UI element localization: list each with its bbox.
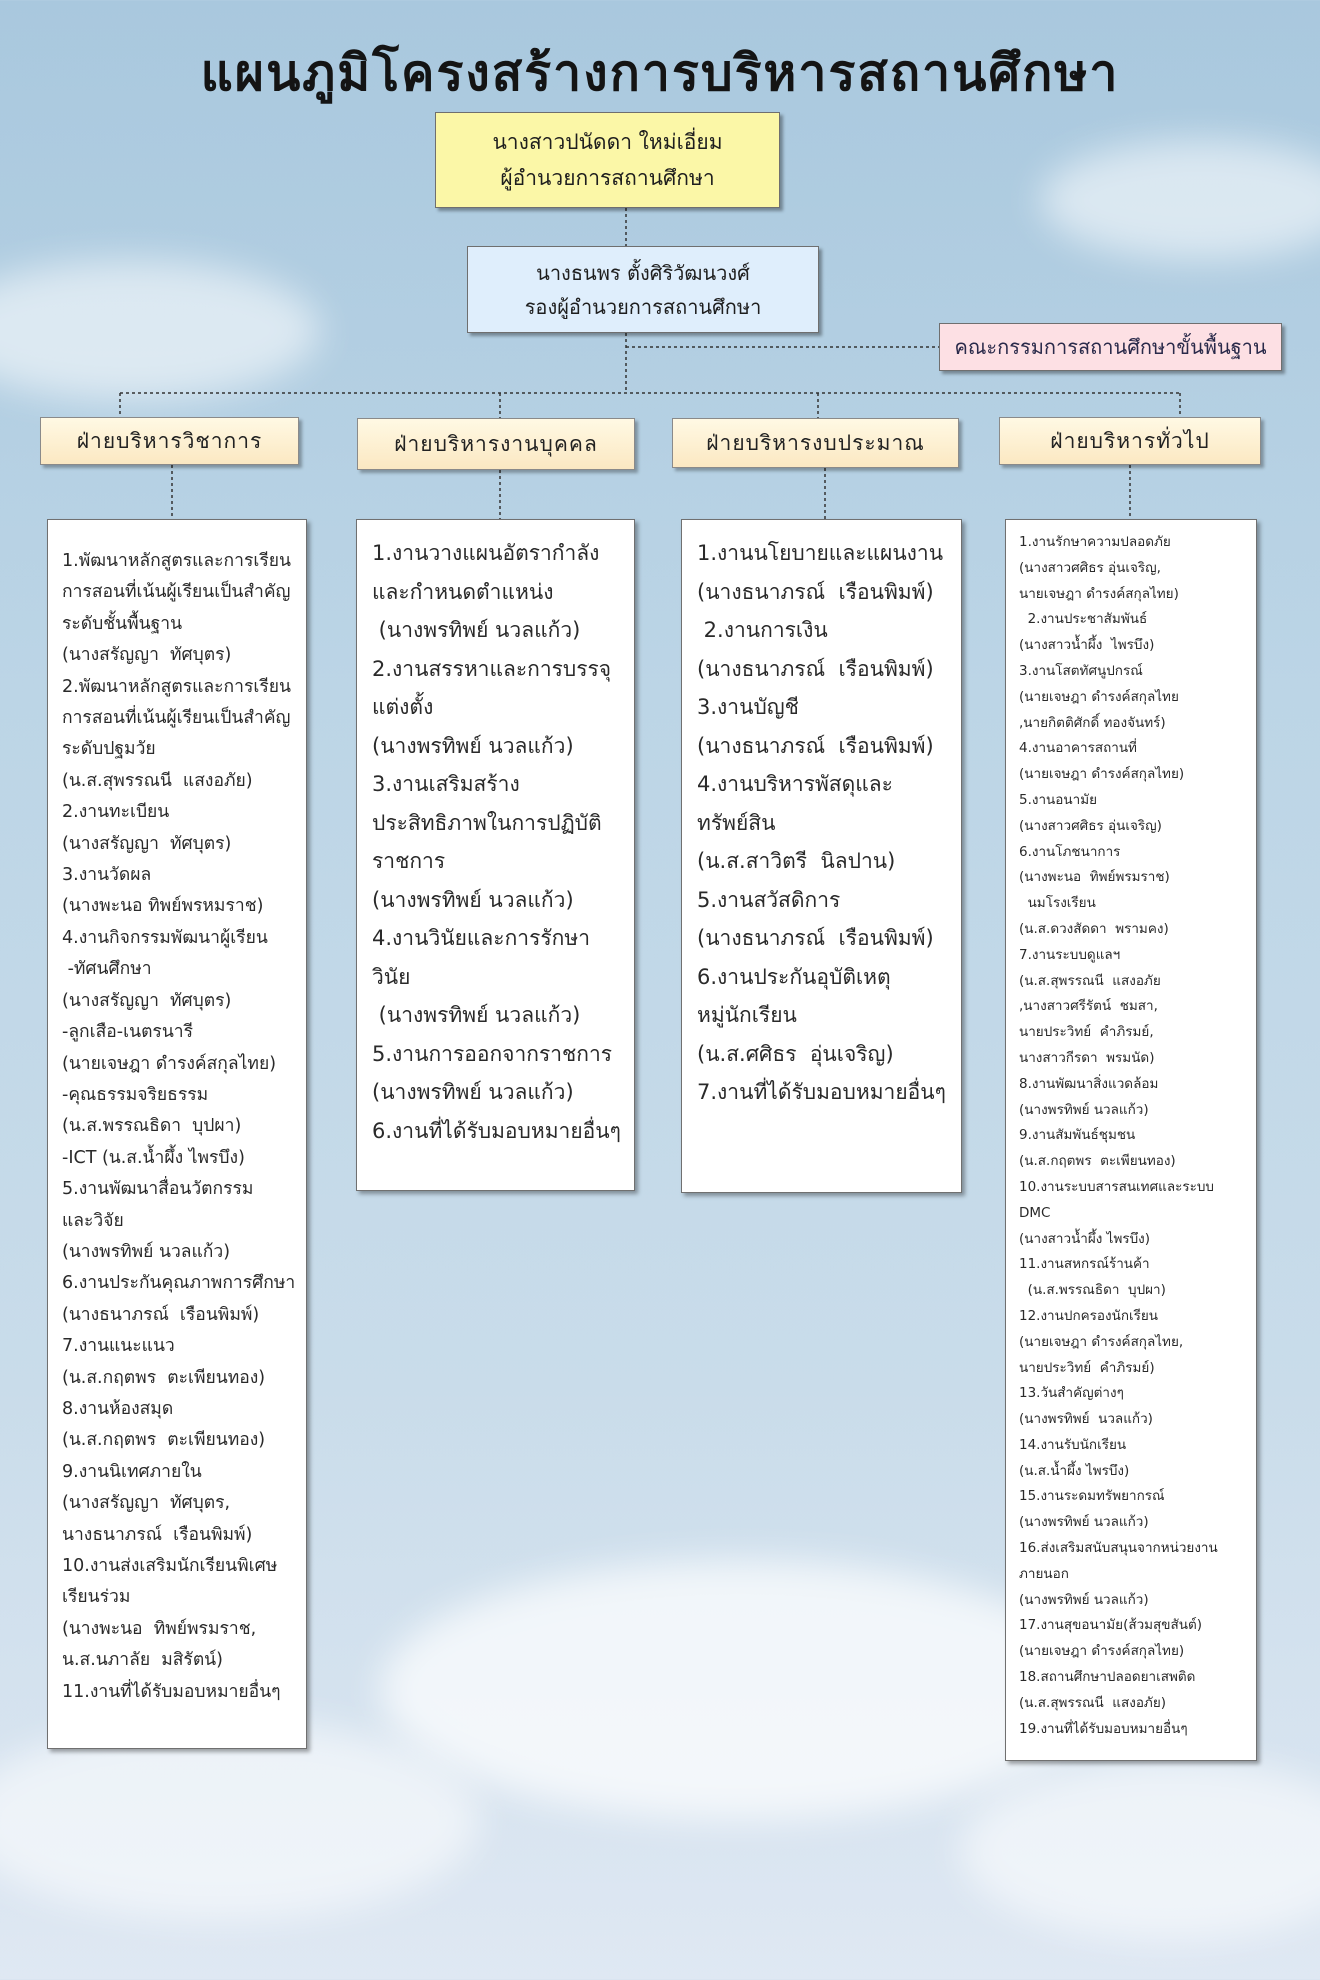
task-line: (นางพรทิพย์ นวลแก้ว) [372,1003,581,1027]
task-line: นายประวิทย์ คำภิรมย์, [1019,1024,1154,1041]
task-line: (นางสาวน้ำผึ้ง ไพรบึง) [1019,1230,1151,1247]
task-line: 5.งานสวัสดิการ [697,887,841,912]
task-line: -ทัศนศึกษา [62,959,152,980]
task-line: (นายเจษฎา ดำรงค์สกุลไทย) [62,1053,277,1074]
task-line: (นางพะนอ ทิพย์พรมราช) [1019,869,1170,886]
task-line: -ICT (น.ส.น้ำผึ้ง ไพรบึง) [62,1147,245,1168]
task-line: 7.งานแนะแนว [62,1336,175,1357]
task-line: ระดับชั้นพื้นฐาน [62,613,183,634]
task-line: (นางพรทิพย์ นวลแก้ว) [372,887,574,912]
task-line: เรียนร่วม [62,1587,131,1608]
task-line: 1.งานวางแผนอัตรากำลัง [372,541,600,565]
task-line: 7.งานระบบดูแลฯ [1019,946,1121,963]
task-line: 1.พัฒนาหลักสูตรและการเรียน [62,551,291,571]
task-line: (นางสาวศศิธร อุ่นเจริญ, [1019,559,1161,576]
task-line: นางสาวกีรดา พรมนัด) [1019,1049,1155,1066]
task-line: 7.งานที่ได้รับมอบหมายอื่นๆ [697,1080,946,1104]
task-line: 11.งานสหกรณ์ร้านค้า [1019,1256,1150,1273]
task-line: 6.งานที่ได้รับมอบหมายอื่นๆ [372,1118,621,1143]
task-line: (นางพรทิพย์ นวลแก้ว) [1019,1514,1149,1531]
task-line: 6.งานประกันคุณภาพการศึกษา [62,1273,296,1294]
task-line: -คุณธรรมจริยธรรม [62,1084,209,1105]
task-line: (นางพรทิพย์ นวลแก้ว) [372,733,574,758]
task-line: ,นางสาวศรีรัตน์ ชมสา, [1019,998,1158,1015]
director-position: ผู้อำนวยการสถานศึกษา [500,166,715,190]
page-title: แผนภูมิโครงสร้างการบริหารสถานศึกษา [200,44,1120,102]
task-line: (นางธนาภรณ์ เรือนพิมพ์) [697,733,934,758]
task-line: (นายเจษฎา ดำรงค์สกุลไทย [1019,688,1179,705]
board-box [939,323,1282,371]
task-line: 18.สถานศึกษาปลอดยาเสพติด [1019,1669,1196,1686]
director-box [435,112,780,208]
task-line: (นางสรัญญา ทัศบุตร) [62,833,232,854]
task-line: 8.งานพัฒนาสิ่งแวดล้อม [1019,1075,1159,1092]
task-line: 6.งานโภชนาการ [1019,843,1121,860]
task-line: (นางพะนอ ทิพย์พรมราช, [62,1618,257,1639]
task-line: (นางพะนอ ทิพย์พรหมราช) [62,896,264,917]
task-line: (นางสรัญญา ทัศบุตร) [62,990,232,1011]
task-line: แต่งตั้ง [372,695,434,719]
task-line: (น.ส.สุพรรณนี แสงอภัย) [62,770,253,791]
task-line: 11.งานที่ได้รับมอบหมายอื่นๆ [62,1681,281,1702]
task-line: (นางธนาภรณ์ เรือนพิมพ์) [697,656,934,681]
task-line: 1.งานรักษาความปลอดภัย [1019,534,1171,550]
task-line: 5.งานอนามัย [1019,791,1098,808]
deputy-box [467,246,819,333]
task-line: (นายเจษฎา ดำรงค์สกุลไทย) [1019,1643,1185,1660]
dept-general-header: ฝ่ายบริหารทั่วไป [999,417,1261,465]
task-line: น.ส.นภาลัย มสิรัตน์) [62,1650,223,1671]
task-line: 3.งานเสริมสร้าง [372,772,520,796]
task-line: ประสิทธิภาพในการปฏิบัติ [372,810,602,835]
task-line: 4.งานวินัยและการรักษา [372,926,590,950]
board-label: คณะกรรมการสถานศึกษาขั้นพื้นฐาน [954,335,1267,359]
task-line: 12.งานปกครองนักเรียน [1019,1307,1159,1324]
task-line: 8.งานห้องสมุด [62,1398,174,1419]
task-line: (นางพรทิพย์ นวลแก้ว) [1019,1591,1149,1608]
dept-budget-list [681,519,962,1193]
task-line: 5.งานการออกจากราชการ [372,1041,613,1066]
task-line: (นางพรทิพย์ นวลแก้ว) [1019,1411,1153,1428]
task-line: (นายเจษฎา ดำรงค์สกุลไทย, [1019,1333,1184,1350]
task-line: 13.วันสำคัญต่างๆ [1019,1385,1124,1402]
task-line: (น.ส.กฤตพร ตะเพียนทอง) [1019,1153,1176,1170]
task-line: (นางพรทิพย์ นวลแก้ว) [62,1241,231,1262]
task-line: 5.งานพัฒนาสื่อนวัตกรรม [62,1179,254,1200]
task-line: หมู่นักเรียน [697,1003,797,1027]
deputy-name: นางธนพร ตั้งศิริวัฒนวงศ์ [536,260,750,285]
task-line: (นางพรทิพย์ นวลแก้ว) [1019,1101,1149,1118]
deputy-position: รองผู้อำนวยการสถานศึกษา [524,294,762,319]
task-line: 6.งานประกันอุบัติเหตุ [697,964,891,989]
task-line: (นางธนาภรณ์ เรือนพิมพ์) [62,1304,260,1325]
task-line: (น.ส.พรรณธิดา บุปผา) [62,1116,242,1137]
dept-general-list [1005,519,1257,1761]
task-line: (น.ส.สุพรรณนี แสงอภัย) [1019,1694,1167,1711]
task-line: 19.งานที่ได้รับมอบหมายอื่นๆ [1019,1720,1188,1737]
dept-personnel-list [356,519,635,1191]
task-line: (น.ส.กฤตพร ตะเพียนทอง) [62,1430,266,1451]
task-line: ระดับปฐมวัย [62,739,156,760]
task-line: (นางธนาภรณ์ เรือนพิมพ์) [697,926,934,950]
task-line: 2.พัฒนาหลักสูตรและการเรียน [62,676,291,697]
task-line: (นางพรทิพย์ นวลแก้ว) [372,618,581,642]
task-line: นายเจษฎา ดำรงค์สกุลไทย) [1019,585,1179,602]
task-line: (นางพรทิพย์ นวลแก้ว) [372,1080,574,1104]
task-line: 9.งานสัมพันธ์ชุมชน [1019,1127,1136,1144]
task-line: 1.งานนโยบายและแผนงาน [697,541,944,565]
task-line: และวิจัย [62,1210,124,1231]
task-line: (น.ส.สุพรรณนี แสงอภัย [1019,972,1161,989]
task-line: (นางสาวศศิธร อุ่นเจริญ) [1019,817,1162,834]
task-line: นายประวิทย์ คำภิรมย์) [1019,1359,1155,1376]
task-line: 9.งานนิเทศภายใน [62,1461,202,1482]
task-line: 2.งานสรรหาและการบรรจุ [372,656,612,681]
task-line: ,นายกิตติศักดิ์ ทองจันทร์) [1019,714,1166,731]
task-line: 4.งานบริหารพัสดุและ [697,772,893,796]
task-line: (น.ส.น้ำผึ้ง ไพรบึง) [1019,1462,1130,1479]
dept-academic-header: ฝ่ายบริหารวิชาการ [40,417,299,465]
task-line: การสอนที่เน้นผู้เรียนเป็นสำคัญ [62,582,291,603]
task-line: (นางสรัญญา ทัศบุตร, [62,1493,231,1514]
task-line: และกำหนดตำแหน่ง [372,579,554,604]
dept-budget-header: ฝ่ายบริหารงบประมาณ [672,418,959,468]
dept-personnel-header: ฝ่ายบริหารงานบุคคล [357,418,635,470]
task-line: 17.งานสุขอนามัย(ส้วมสุขสันต์) [1019,1617,1203,1634]
task-line: 16.ส่งเสริมสนับสนุนจากหน่วยงาน [1019,1540,1218,1557]
director-name: นางสาวปนัดดา ใหม่เอี่ยม [492,130,723,154]
task-line: วินัย [372,964,411,989]
task-line: นมโรงเรียน [1019,895,1096,912]
task-line: นางธนาภรณ์ เรือนพิมพ์) [62,1524,253,1545]
task-line: ทรัพย์สิน [697,810,776,835]
task-line: -ลูกเสือ-เนตรนารี [62,1022,194,1043]
task-line: (น.ส.สาวิตรี นิลปาน) [697,849,896,873]
task-line: 4.งานอาคารสถานที่ [1019,740,1137,757]
task-line: (นายเจษฎา ดำรงค์สกุลไทย) [1019,766,1185,783]
task-line: 3.งานบัญชี [697,695,799,719]
task-line: 2.งานทะเบียน [62,802,170,823]
task-line: (น.ส.ศศิธร อุ่นเจริญ) [697,1041,894,1066]
task-line: (นางสรัญญา ทัศบุตร) [62,645,232,666]
task-line: (นางสาวน้ำผึ้ง ไพรบึง) [1019,637,1155,654]
task-line: 2.งานประชาสัมพันธ์ [1019,611,1148,628]
task-line: (น.ส.กฤตพร ตะเพียนทอง) [62,1367,266,1388]
task-line: ราชการ [372,849,446,873]
task-line: 3.งานวัดผล [62,865,152,886]
task-line: การสอนที่เน้นผู้เรียนเป็นสำคัญ [62,708,291,729]
task-line: ภายนอก [1019,1565,1069,1582]
task-line: 10.งานส่งเสริมนักเรียนพิเศษ [62,1556,278,1576]
task-line: (น.ส.พรรณธิดา บุปผา) [1019,1282,1166,1299]
task-line: 14.งานรับนักเรียน [1019,1436,1127,1453]
task-line: (นางธนาภรณ์ เรือนพิมพ์) [697,579,934,604]
task-line: 10.งานระบบสารสนเทศและระบบ [1019,1178,1214,1195]
task-line: 4.งานกิจกรรมพัฒนาผู้เรียน [62,927,268,948]
task-line: 15.งานระดมทรัพยากรณ์ [1019,1488,1165,1505]
dept-academic-list [47,519,307,1749]
task-line: 2.งานการเงิน [697,618,828,642]
task-line: (น.ส.ดวงสัดดา พรามคง) [1019,920,1169,937]
task-line: DMC [1019,1204,1051,1221]
task-line: 3.งานโสตทัศนูปกรณ์ [1019,662,1143,679]
